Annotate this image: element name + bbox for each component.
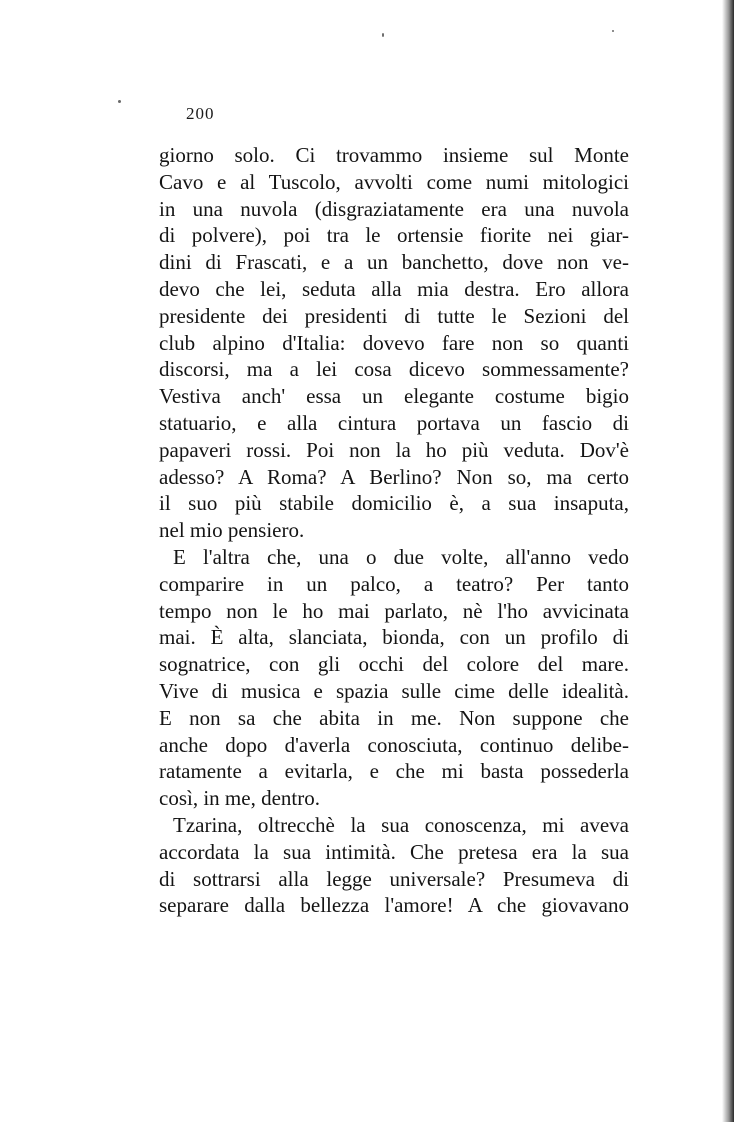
- page-edge-shadow: [722, 0, 734, 1122]
- text-line: tempo non le ho mai parlato, nè l'ho avvicinata: [159, 598, 629, 623]
- text-line: Cavo e al Tuscolo, avvolti come numi mitologici: [159, 169, 629, 194]
- text-line: ratamente a evitarla, e che mi basta possederla: [159, 759, 629, 784]
- text-line: separare dalla bellezza l'amore! A che giovavano: [159, 893, 629, 918]
- text-line: comparire in un palco, a teatro? Per tanto: [159, 571, 629, 596]
- page-number: 200: [186, 104, 215, 123]
- text-line: discorsi, ma a lei cosa dicevo sommessamente?: [159, 357, 629, 382]
- text-line: dini di Frascati, e a un banchetto, dove non ve-: [159, 250, 629, 275]
- paper-speck: [118, 100, 121, 103]
- text-line: così, in me, dentro.: [159, 786, 320, 811]
- text-line: mai. È alta, slanciata, bionda, con un profilo di: [159, 625, 629, 650]
- text-line: E l'altra che, una o due volte, all'anno vedo: [173, 544, 629, 569]
- text-line: sognatrice, con gli occhi del colore del mare.: [159, 652, 629, 677]
- text-line: E non sa che abita in me. Non suppone che: [159, 705, 629, 730]
- text-line: di sottrarsi alla legge universale? Presumeva di: [159, 866, 629, 891]
- text-line: devo che lei, seduta alla mia destra. Ero allora: [159, 276, 629, 301]
- text-line: anche dopo d'averla conosciuta, continuo delibe-: [159, 732, 629, 757]
- body-text: [159, 142, 629, 919]
- text-line: nel mio pensiero.: [159, 518, 305, 543]
- paper-speck: [382, 33, 384, 37]
- text-line: club alpino d'Italia: dovevo fare non so quanti: [159, 330, 629, 355]
- text-line: Vive di musica e spazia sulle cime delle idealità.: [159, 678, 629, 703]
- paper-speck: [612, 30, 614, 32]
- text-line: di polvere), poi tra le ortensie fiorite nei giar-: [159, 223, 629, 248]
- text-line: Tzarina, oltrecchè la sua conoscenza, mi aveva: [173, 812, 629, 837]
- text-line: in una nuvola (disgraziatamente era una nuvola: [159, 196, 629, 221]
- text-line: il suo più stabile domicilio è, a sua insaputa,: [159, 491, 629, 516]
- text-line: presidente dei presidenti di tutte le Sezioni del: [159, 303, 629, 328]
- text-line: papaveri rossi. Poi non la ho più veduta. Dov'è: [159, 437, 629, 462]
- text-line: accordata la sua intimità. Che pretesa era la sua: [159, 839, 629, 864]
- text-line: adesso? A Roma? A Berlino? Non so, ma certo: [159, 464, 629, 489]
- text-line: Vestiva anch' essa un elegante costume bigio: [159, 384, 629, 409]
- text-line: statuario, e alla cintura portava un fascio di: [159, 410, 629, 435]
- text-line: giorno solo. Ci trovammo insieme sul Monte: [159, 143, 629, 167]
